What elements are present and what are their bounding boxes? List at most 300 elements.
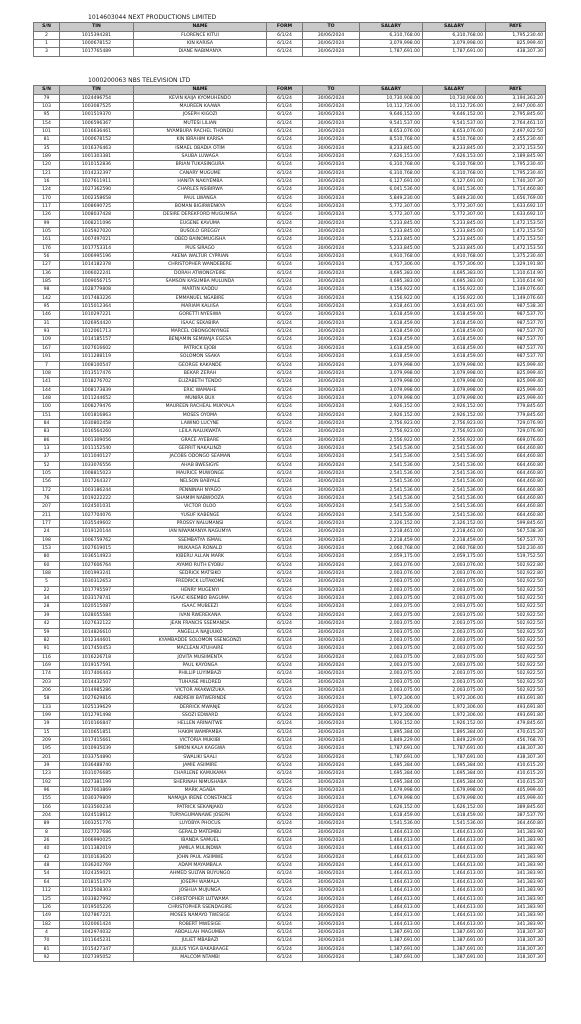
cell-to: 30/06/2024 (303, 536, 360, 544)
cell-to: 30/06/2024 (303, 453, 360, 461)
cell-form: 6/1/24 (267, 937, 303, 945)
cell-name: JOSEPH KIGOZI (134, 111, 267, 119)
cell-to: 30/06/2024 (303, 528, 360, 536)
cell-salary: 2,541,536.00 (423, 495, 486, 503)
cell-name: VICTOR OLOO (134, 503, 267, 511)
cell-paye: 825,999.40 (486, 378, 546, 386)
header-sn: S/N (34, 86, 60, 95)
cell-salary: 3,079,998.00 (423, 386, 486, 394)
cell-sn: 199 (34, 711, 60, 719)
cell-to: 30/06/2024 (303, 269, 360, 277)
cell-salary: 2,326,152.00 (360, 520, 423, 528)
cell-tin: 1035549602 (60, 520, 134, 528)
cell-paye: 1,310,614.90 (486, 278, 546, 286)
cell-to: 30/06/2024 (303, 461, 360, 469)
cell-paye: 502,922.50 (486, 578, 546, 586)
cell-name: ROBERT MWESIGE (134, 920, 267, 928)
cell-name: EMMANUEL NGABIRE (134, 294, 267, 302)
cell-form: 6/1/24 (267, 812, 303, 820)
cell-name: MOSES NAMAYO TWESIGE (134, 912, 267, 920)
cell-form: 6/1/24 (267, 394, 303, 402)
cell-salary: 2,556,922.00 (423, 436, 486, 444)
cell-tin: 1011288119 (60, 353, 134, 361)
cell-tin: 1006990025 (60, 837, 134, 845)
cell-salary: 2,003,075.00 (360, 686, 423, 694)
cell-name: SAUBA LUWAGA (134, 152, 267, 160)
cell-name: CANARY MUGUME (134, 169, 267, 177)
cell-name: ISAAC SEKABIRA (134, 319, 267, 327)
table-row (34, 369, 546, 377)
table-row (34, 428, 546, 436)
cell-sn: 211 (34, 511, 60, 519)
cell-paye: 664,460.80 (486, 495, 546, 503)
cell-salary: 1,695,384.00 (423, 770, 486, 778)
cell-paye: 987,537.70 (486, 344, 546, 352)
cell-paye: 779,845.60 (486, 411, 546, 419)
cell-sn: 28 (34, 603, 60, 611)
cell-tin: 1016226718 (60, 653, 134, 661)
cell-to: 30/06/2024 (303, 578, 360, 586)
cell-sn: 13 (34, 444, 60, 452)
cell-name: AYAMO RUTH EYOBU (134, 561, 267, 569)
cell-form: 6/1/24 (267, 39, 303, 47)
cell-name: MARTIN KADDU (134, 286, 267, 294)
cell-salary: 1,464,613.00 (423, 895, 486, 903)
cell-salary: 2,003,075.00 (423, 686, 486, 694)
cell-salary: 4,695,383.00 (423, 269, 486, 277)
cell-salary: 1,464,613.00 (360, 912, 423, 920)
cell-form: 6/1/24 (267, 303, 303, 311)
cell-sn: 206 (34, 686, 60, 694)
cell-form: 6/1/24 (267, 353, 303, 361)
cell-form: 6/1/24 (267, 144, 303, 152)
cell-name: KEVIN KAIJA KYOMUHENDO (134, 94, 267, 102)
cell-name: MUKAAGA RONALD (134, 545, 267, 553)
cell-name: ADAM MAYAMBALA (134, 862, 267, 870)
cell-to: 30/06/2024 (303, 711, 360, 719)
cell-to: 30/06/2024 (303, 586, 360, 594)
cell-form: 6/1/24 (267, 928, 303, 936)
cell-form: 6/1/24 (267, 228, 303, 236)
cell-name: OBED BAINOMUGISHA (134, 236, 267, 244)
cell-name: NAMAJJA IRENE CONSTANCE (134, 795, 267, 803)
cell-salary: 1,464,613.00 (360, 887, 423, 895)
cell-paye: 729,076.90 (486, 419, 546, 427)
cell-salary: 2,003,075.00 (360, 661, 423, 669)
table-row (34, 753, 546, 761)
cell-form: 6/1/24 (267, 853, 303, 861)
cell-salary: 5,849,230.00 (360, 194, 423, 202)
cell-tin: 1008815023 (60, 469, 134, 477)
cell-form: 6/1/24 (267, 528, 303, 536)
cell-to: 30/06/2024 (303, 152, 360, 160)
table-row (34, 344, 546, 352)
cell-paye: 318,307.30 (486, 953, 546, 961)
cell-tin: 1011244652 (60, 394, 134, 402)
cell-form: 6/1/24 (267, 586, 303, 594)
cell-salary: 10,730,908.00 (423, 94, 486, 102)
table-row (34, 386, 546, 394)
table-header-row (34, 23, 546, 32)
table-row (34, 770, 546, 778)
cell-sn: 81 (34, 945, 60, 953)
cell-to: 30/06/2024 (303, 686, 360, 694)
cell-paye: 438,307.30 (486, 753, 546, 761)
cell-sn: 185 (34, 278, 60, 286)
cell-salary: 1,387,691.00 (423, 945, 486, 953)
cell-salary: 3,079,998.00 (360, 369, 423, 377)
cell-salary: 3,079,998.00 (360, 361, 423, 369)
cell-name: PATRICK SEKANJAKO (134, 803, 267, 811)
cell-sn: 48 (34, 862, 60, 870)
cell-name: EUGENE KAVUMA (134, 219, 267, 227)
cell-salary: 1,679,998.00 (423, 787, 486, 795)
cell-salary: 2,003,075.00 (360, 578, 423, 586)
cell-paye: 664,460.80 (486, 453, 546, 461)
cell-name: ERIC WAMAHE (134, 386, 267, 394)
cell-to: 30/06/2024 (303, 353, 360, 361)
cell-salary: 6,310,768.00 (360, 161, 423, 169)
cell-form: 6/1/24 (267, 620, 303, 628)
cell-form: 6/1/24 (267, 536, 303, 544)
table-row (34, 945, 546, 953)
table-row (34, 570, 546, 578)
cell-form: 6/1/24 (267, 837, 303, 845)
table-row (34, 736, 546, 744)
cell-sn: 100 (34, 403, 60, 411)
cell-paye: 2,497,922.50 (486, 127, 546, 135)
cell-paye: 1,795,230.40 (486, 31, 546, 39)
cell-salary: 2,003,075.00 (360, 628, 423, 636)
cell-salary: 2,541,536.00 (423, 461, 486, 469)
cell-tin: 1015427347 (60, 945, 134, 953)
cell-paye: 2,947,000.40 (486, 102, 546, 110)
cell-salary: 1,679,998.00 (423, 795, 486, 803)
header-tin: TIN (60, 23, 134, 32)
cell-to: 30/06/2024 (303, 887, 360, 895)
table-row (34, 953, 546, 961)
cell-to: 30/06/2024 (303, 837, 360, 845)
cell-tin: 1010163620 (60, 853, 134, 861)
cell-sn: 58 (34, 695, 60, 703)
cell-salary: 2,060,768.00 (423, 545, 486, 553)
cell-paye: 567,537.70 (486, 536, 546, 544)
cell-tin: 1003251776 (60, 820, 134, 828)
cell-name: ISMAEL OBADIA OTIM (134, 144, 267, 152)
cell-form: 6/1/24 (267, 253, 303, 261)
cell-paye: 502,922.50 (486, 603, 546, 611)
cell-salary: 1,695,384.00 (360, 770, 423, 778)
cell-to: 30/06/2024 (303, 495, 360, 503)
cell-name: SOLOMON SSAKA (134, 353, 267, 361)
table-row (34, 503, 546, 511)
cell-name: HANITA NAKIYEMBA (134, 177, 267, 185)
table-row (34, 469, 546, 477)
cell-salary: 1,695,384.00 (423, 778, 486, 786)
cell-form: 6/1/24 (267, 603, 303, 611)
cell-tin: 1036488740 (60, 762, 134, 770)
cell-salary: 1,972,306.00 (360, 695, 423, 703)
table-row (34, 853, 546, 861)
cell-sn: 5 (34, 578, 60, 586)
cell-sn: 26 (34, 837, 60, 845)
cell-to: 30/06/2024 (303, 878, 360, 886)
cell-form: 6/1/24 (267, 461, 303, 469)
cell-sn: 42 (34, 853, 60, 861)
cell-salary: 10,112,726.00 (423, 102, 486, 110)
cell-sn: 166 (34, 803, 60, 811)
cell-salary: 3,618,461.00 (360, 303, 423, 311)
cell-salary: 1,464,613.00 (423, 887, 486, 895)
cell-salary: 2,003,075.00 (360, 678, 423, 686)
cell-salary: 3,618,459.00 (360, 328, 423, 336)
cell-salary: 1,464,613.00 (423, 870, 486, 878)
cell-sn: 93 (34, 328, 60, 336)
cell-salary: 6,041,536.00 (423, 186, 486, 194)
cell-sn: 70 (34, 937, 60, 945)
table-row (34, 511, 546, 519)
cell-tin: 1028055584 (60, 611, 134, 619)
cell-to: 30/06/2024 (303, 553, 360, 561)
cell-tin: 1000678152 (60, 39, 134, 47)
table-row (34, 670, 546, 678)
table-row (34, 219, 546, 227)
cell-salary: 1,464,613.00 (360, 837, 423, 845)
table-row (34, 520, 546, 528)
cell-name: PIUS SIRAGO (134, 244, 267, 252)
cell-name: FLORENCE KITUI (134, 31, 267, 39)
cell-name: AHAB BWESIGYE (134, 461, 267, 469)
cell-salary: 3,618,459.00 (360, 311, 423, 319)
cell-form: 6/1/24 (267, 762, 303, 770)
table-row (34, 778, 546, 786)
cell-salary: 2,218,459.00 (360, 536, 423, 544)
cell-salary: 1,387,691.00 (423, 937, 486, 945)
cell-form: 6/1/24 (267, 236, 303, 244)
cell-tin: 1027629816 (60, 695, 134, 703)
cell-salary: 6,041,536.00 (360, 186, 423, 194)
cell-paye: 470,615.20 (486, 728, 546, 736)
cell-name: BENJAMIN SEMWAJA EGESA (134, 336, 267, 344)
cell-salary: 2,003,076.00 (423, 561, 486, 569)
cell-tin: 1010935039 (60, 745, 134, 753)
cell-salary: 2,003,075.00 (360, 603, 423, 611)
cell-paye: 341,383.90 (486, 870, 546, 878)
table-row (34, 177, 546, 185)
cell-salary: 1,926,152.00 (360, 720, 423, 728)
cell-name: PATRICK EJOBI (134, 344, 267, 352)
cell-to: 30/06/2024 (303, 603, 360, 611)
cell-name: KIBERU ALLAN MARK (134, 553, 267, 561)
cell-sn: 172 (34, 486, 60, 494)
cell-salary: 7,626,153.00 (360, 152, 423, 160)
cell-salary: 7,626,153.00 (423, 152, 486, 160)
cell-tin: 1027611911 (60, 177, 134, 185)
table-row (34, 887, 546, 895)
cell-form: 6/1/24 (267, 94, 303, 102)
cell-salary: 2,003,075.00 (423, 611, 486, 619)
cell-sn: 54 (34, 870, 60, 878)
cell-to: 30/06/2024 (303, 561, 360, 569)
cell-form: 6/1/24 (267, 570, 303, 578)
cell-paye: 2,455,230.40 (486, 136, 546, 144)
table-row (34, 937, 546, 945)
cell-to: 30/06/2024 (303, 803, 360, 811)
table-row (34, 645, 546, 653)
cell-tin: 1006759762 (60, 536, 134, 544)
cell-tin: 1027867221 (60, 912, 134, 920)
cell-sn: 64 (34, 878, 60, 886)
cell-tin: 1019120144 (60, 528, 134, 536)
cell-name: JACOBS ODONGO SEAMAN (134, 453, 267, 461)
cell-salary: 1,387,691.00 (360, 945, 423, 953)
company-title: 1014603044 NEXT PRODUCTIONS LIMITED (88, 14, 217, 21)
cell-paye: 493,691.80 (486, 711, 546, 719)
table-row (34, 820, 546, 828)
table-row (34, 328, 546, 336)
cell-salary: 4,156,922.00 (423, 286, 486, 294)
cell-sn: 204 (34, 812, 60, 820)
cell-tin: 1001993241 (60, 570, 134, 578)
cell-paye: 502,922.50 (486, 661, 546, 669)
cell-form: 6/1/24 (267, 486, 303, 494)
table-row (34, 561, 546, 569)
cell-tin: 1018151479 (60, 878, 134, 886)
cell-sn: 40 (34, 845, 60, 853)
cell-sn: 35 (34, 144, 60, 152)
cell-name: MUNIRA BUX (134, 394, 267, 402)
cell-tin: 1017415661 (60, 736, 134, 744)
cell-form: 6/1/24 (267, 686, 303, 694)
table-row (34, 311, 546, 319)
cell-sn: 201 (34, 753, 60, 761)
cell-sn: 7 (34, 361, 60, 369)
table-row (34, 686, 546, 694)
cell-tin: 1011645231 (60, 937, 134, 945)
cell-paye: 502,922.50 (486, 686, 546, 694)
cell-tin: 1017264327 (60, 478, 134, 486)
cell-tin: 1008211096 (60, 219, 134, 227)
cell-to: 30/06/2024 (303, 444, 360, 452)
cell-sn: 39 (34, 762, 60, 770)
cell-name: MAURICE MUWONGE (134, 469, 267, 477)
cell-paye: 669,076.60 (486, 436, 546, 444)
cell-salary: 8,653,076.00 (360, 127, 423, 135)
cell-salary: 1,387,691.00 (360, 953, 423, 961)
cell-paye: 341,383.90 (486, 837, 546, 845)
cell-salary: 6,310,768.00 (423, 31, 486, 39)
table-row (34, 453, 546, 461)
cell-salary: 1,464,613.00 (423, 878, 486, 886)
cell-to: 30/06/2024 (303, 228, 360, 236)
cell-salary: 1,387,691.00 (360, 928, 423, 936)
cell-salary: 1,464,613.00 (360, 895, 423, 903)
cell-to: 30/06/2024 (303, 762, 360, 770)
cell-paye: 318,307.30 (486, 937, 546, 945)
cell-salary: 2,060,768.00 (360, 545, 423, 553)
table-row (34, 102, 546, 110)
cell-salary: 1,464,613.00 (360, 870, 423, 878)
cell-form: 6/1/24 (267, 403, 303, 411)
cell-salary: 2,218,459.00 (423, 536, 486, 544)
cell-salary: 1,787,691.00 (360, 745, 423, 753)
table-row (34, 870, 546, 878)
table-header-row (34, 86, 546, 95)
cell-salary: 2,756,923.00 (423, 419, 486, 427)
cell-tin: 1030802458 (60, 419, 134, 427)
cell-salary: 5,233,845.00 (423, 236, 486, 244)
cell-tin: 1033178741 (60, 595, 134, 603)
cell-tin: 1016636461 (60, 127, 134, 135)
cell-salary: 2,326,152.00 (423, 520, 486, 528)
cell-sn: 16 (34, 177, 60, 185)
cell-to: 30/06/2024 (303, 870, 360, 878)
cell-salary: 2,003,075.00 (360, 611, 423, 619)
cell-sn: 167 (34, 344, 60, 352)
table-row (34, 878, 546, 886)
cell-paye: 410,615.20 (486, 762, 546, 770)
cell-salary: 1,972,306.00 (360, 711, 423, 719)
cell-salary: 2,003,076.00 (360, 561, 423, 569)
cell-tin: 1027003869 (60, 787, 134, 795)
cell-to: 30/06/2024 (303, 261, 360, 269)
cell-salary: 6,310,768.00 (423, 169, 486, 177)
cell-to: 30/06/2024 (303, 419, 360, 427)
cell-salary: 5,772,307.00 (360, 211, 423, 219)
cell-to: 30/06/2024 (303, 344, 360, 352)
cell-paye: 405,999.40 (486, 795, 546, 803)
cell-tin: 1027395052 (60, 953, 134, 961)
cell-form: 6/1/24 (267, 703, 303, 711)
cell-tin: 1019222222 (60, 495, 134, 503)
cell-paye: 410,615.20 (486, 778, 546, 786)
cell-tin: 1027727686 (60, 828, 134, 836)
cell-name: GORETTI NYESIWA (134, 311, 267, 319)
cell-sn: 142 (34, 294, 60, 302)
header-salary: SALARY (423, 23, 486, 32)
cell-paye: 387,537.70 (486, 812, 546, 820)
cell-to: 30/06/2024 (303, 620, 360, 628)
cell-salary: 2,756,923.00 (360, 419, 423, 427)
cell-sn: 95 (34, 303, 60, 311)
cell-paye: 3,194,363.20 (486, 94, 546, 102)
cell-tin: 1033560234 (60, 803, 134, 811)
cell-paye: 987,537.70 (486, 311, 546, 319)
table-row (34, 186, 546, 194)
cell-to: 30/06/2024 (303, 102, 360, 110)
cell-form: 6/1/24 (267, 102, 303, 110)
cell-salary: 10,112,726.00 (360, 102, 423, 110)
cell-sn: 39 (34, 611, 60, 619)
cell-form: 6/1/24 (267, 870, 303, 878)
cell-to: 30/06/2024 (303, 862, 360, 870)
cell-form: 6/1/24 (267, 628, 303, 636)
cell-tin: 1001309056 (60, 436, 134, 444)
header-to: TO (303, 23, 360, 32)
cell-salary: 4,156,922.00 (360, 294, 423, 302)
cell-salary: 2,541,536.00 (360, 453, 423, 461)
cell-paye: 2,189,845.90 (486, 152, 546, 160)
cell-tin: 1011040127 (60, 453, 134, 461)
cell-tin: 1003087525 (60, 102, 134, 110)
cell-name: LUYOBYA PHOCUS (134, 820, 267, 828)
cell-form: 6/1/24 (267, 386, 303, 394)
cell-paye: 1,740,307.30 (486, 177, 546, 185)
cell-to: 30/06/2024 (303, 211, 360, 219)
cell-name: JULIUS YIGA BAKABAAGE (134, 945, 267, 953)
cell-name: ANGELLA NAJJUUKO (134, 628, 267, 636)
cell-tin: 1017406443 (60, 670, 134, 678)
